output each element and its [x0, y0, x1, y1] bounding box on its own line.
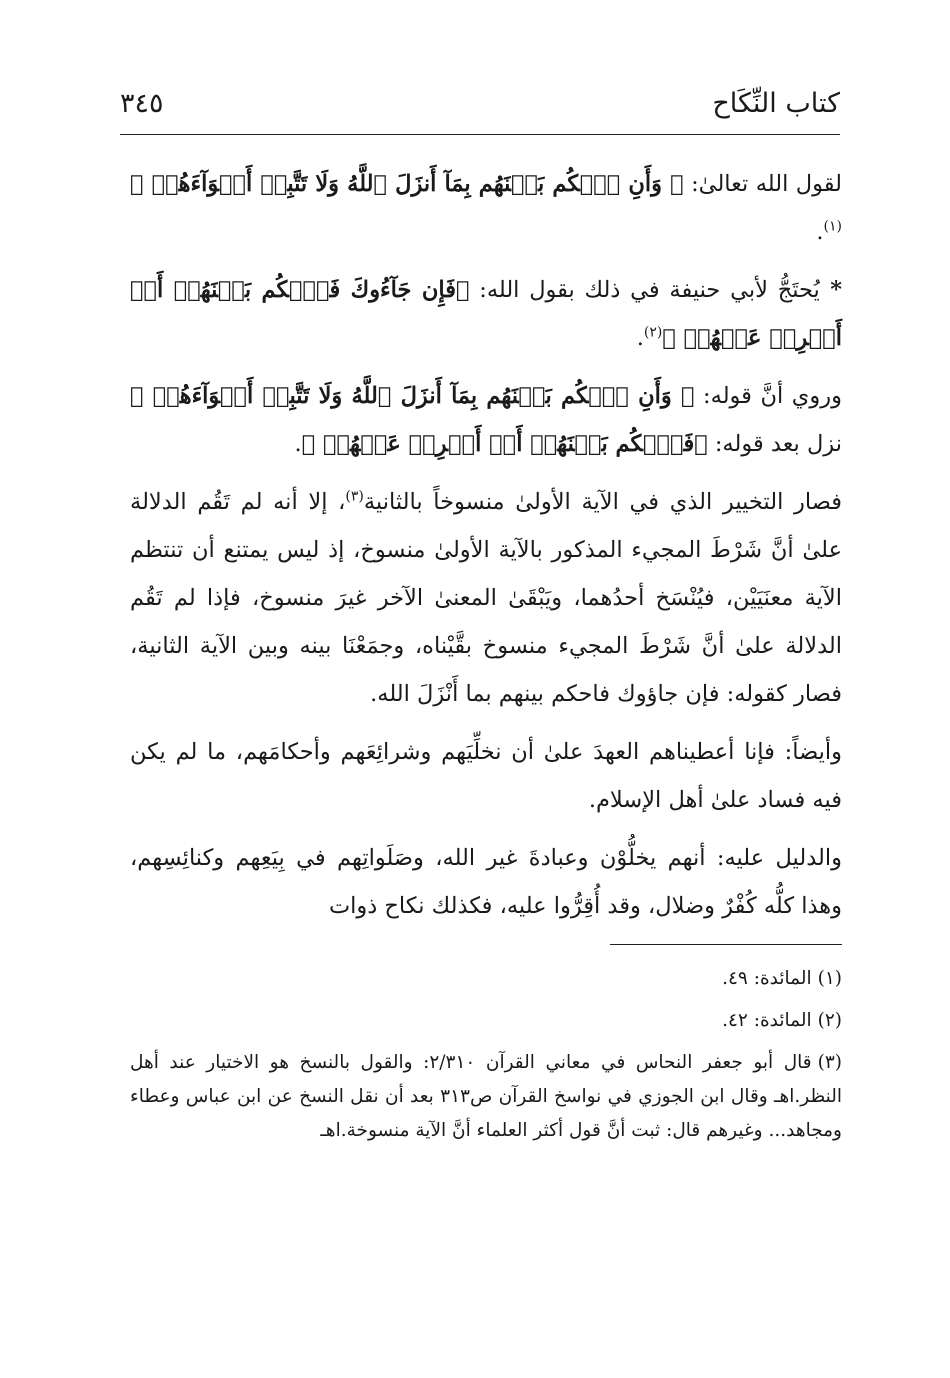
paragraph-3-mid: نزل بعد قوله:: [707, 431, 842, 457]
footnote-ref-3[interactable]: (٣): [345, 488, 364, 505]
book-title: كتاب النِّكَاح: [712, 88, 840, 119]
footnote-3: [130, 1046, 842, 1148]
footnotes: [130, 962, 842, 1156]
footnote-number: (٢): [817, 1010, 842, 1031]
footnote-divider: [610, 944, 842, 945]
quran-verse: ﴿ وَأَنِ ٱحۡكُم بَيۡنَهُم بِمَآ أَنزَلَ ٱللَّهُ وَلَا تَتَّبِعۡ أَهۡوَآءَهُمۡ ﴾: [130, 171, 684, 197]
footnote-text: المائدة: ٤٩.: [722, 968, 812, 989]
paragraph-2: [130, 266, 842, 362]
paragraph-4: [130, 478, 842, 718]
paragraph-5: وأيضاً: فإنا أعطيناهم العهدَ علىٰ أن نخلِّيَهم وشرائِعَهم وأحكامَهم، ما لم يكن فيه فساد علىٰ أهل الإسلام.: [130, 739, 842, 813]
footnote-1: [130, 962, 842, 996]
paragraph-1-tail: .: [816, 219, 824, 245]
paragraph-1: [130, 160, 842, 256]
page-number: ٣٤٥: [120, 88, 164, 119]
footnote-number: (٣): [817, 1052, 842, 1073]
main-text: [130, 160, 842, 940]
quran-verse: ﴿فَإِن جَآءُوكَ فَٱحۡكُم بَيۡنَهُمۡ أَوۡ أَعۡرِضۡ عَنۡهُمۡ ﴾: [130, 277, 842, 351]
footnote-ref-1[interactable]: (١): [823, 218, 842, 235]
paragraph-2-lead: يُحتَجُّ لأبي حنيفة في ذلك بقول الله:: [469, 277, 820, 303]
footnote-ref-2[interactable]: (٢): [643, 324, 663, 341]
paragraph-4-part-1: فصار التخيير الذي في الآية الأولىٰ منسوخاً بالثانية: [363, 489, 842, 515]
paragraph-6: والدليل عليه: أنهم يخلُّوْن وعبادةَ غير الله، وصَلَواتِهم في بِيَعِهم وكنائِسِهم، وهذا كلُّه كُفْرٌ وضلال، وقد أُقِرُّوا عليه، فكذلك نكاح ذوات: [130, 845, 842, 919]
paragraph-2-tail: .: [636, 325, 644, 351]
footnote-number: (١): [817, 968, 842, 989]
footnote-text: المائدة: ٤٢.: [722, 1010, 812, 1031]
paragraph-3-lead: وروي أنَّ قوله:: [694, 383, 842, 409]
footnote-2: [130, 1004, 842, 1038]
star-marker: *: [819, 277, 842, 303]
paragraph-3: [130, 372, 842, 468]
quran-verse: ﴿فَٱحۡكُم بَيۡنَهُمۡ أَوۡ أَعۡرِضۡ عَنۡهُمۡ ﴾: [301, 431, 708, 457]
quran-verse: ﴿ وَأَنِ ٱحۡكُم بَيۡنَهُم بِمَآ أَنزَلَ ٱللَّهُ وَلَا تَتَّبِعۡ أَهۡوَآءَهُمۡ ﴾: [130, 383, 695, 409]
paragraph-1-lead: لقول الله تعالىٰ:: [683, 171, 842, 197]
footnote-text: قال أبو جعفر النحاس في معاني القرآن ٢/٣١٠: والقول بالنسخ هو الاختيار عند أهل النظر.اهـ وقال ابن الجوزي في نواسخ القرآن ص٣١٣ بعد أن نقل النسخ عن ابن عباس وعطاء ومجاهد... وغيرهم قال: ثبت أنَّ قول أكثر العلماء أنَّ الآية منسوخة.اهـ: [130, 1052, 842, 1141]
running-header: [120, 82, 840, 135]
paragraph-4-part-2: ، إلا أنه لم تَقُم الدلالة علىٰ أنَّ شَرْطَ المجيء المذكور بالآية الأولىٰ منسوخ، إذ ليس يمتنع أن تنتظم الآية معنَيَيْن، فيُنْسَخ أحدُهما، ويَبْقَىٰ المعنىٰ الآخر غيرَ منسوخ، فإذا لم تَقُم الدلالة علىٰ أنَّ شَرْطَ المجيء منسوخ بقَّيْناه، وجمَعْنَا بينه وبين الآية الثانية، فصار كقوله: فإن جاؤوك فاحكم بينهم بما أَنْزَلَ الله.: [130, 489, 842, 707]
paragraph-3-tail: .: [294, 431, 302, 457]
